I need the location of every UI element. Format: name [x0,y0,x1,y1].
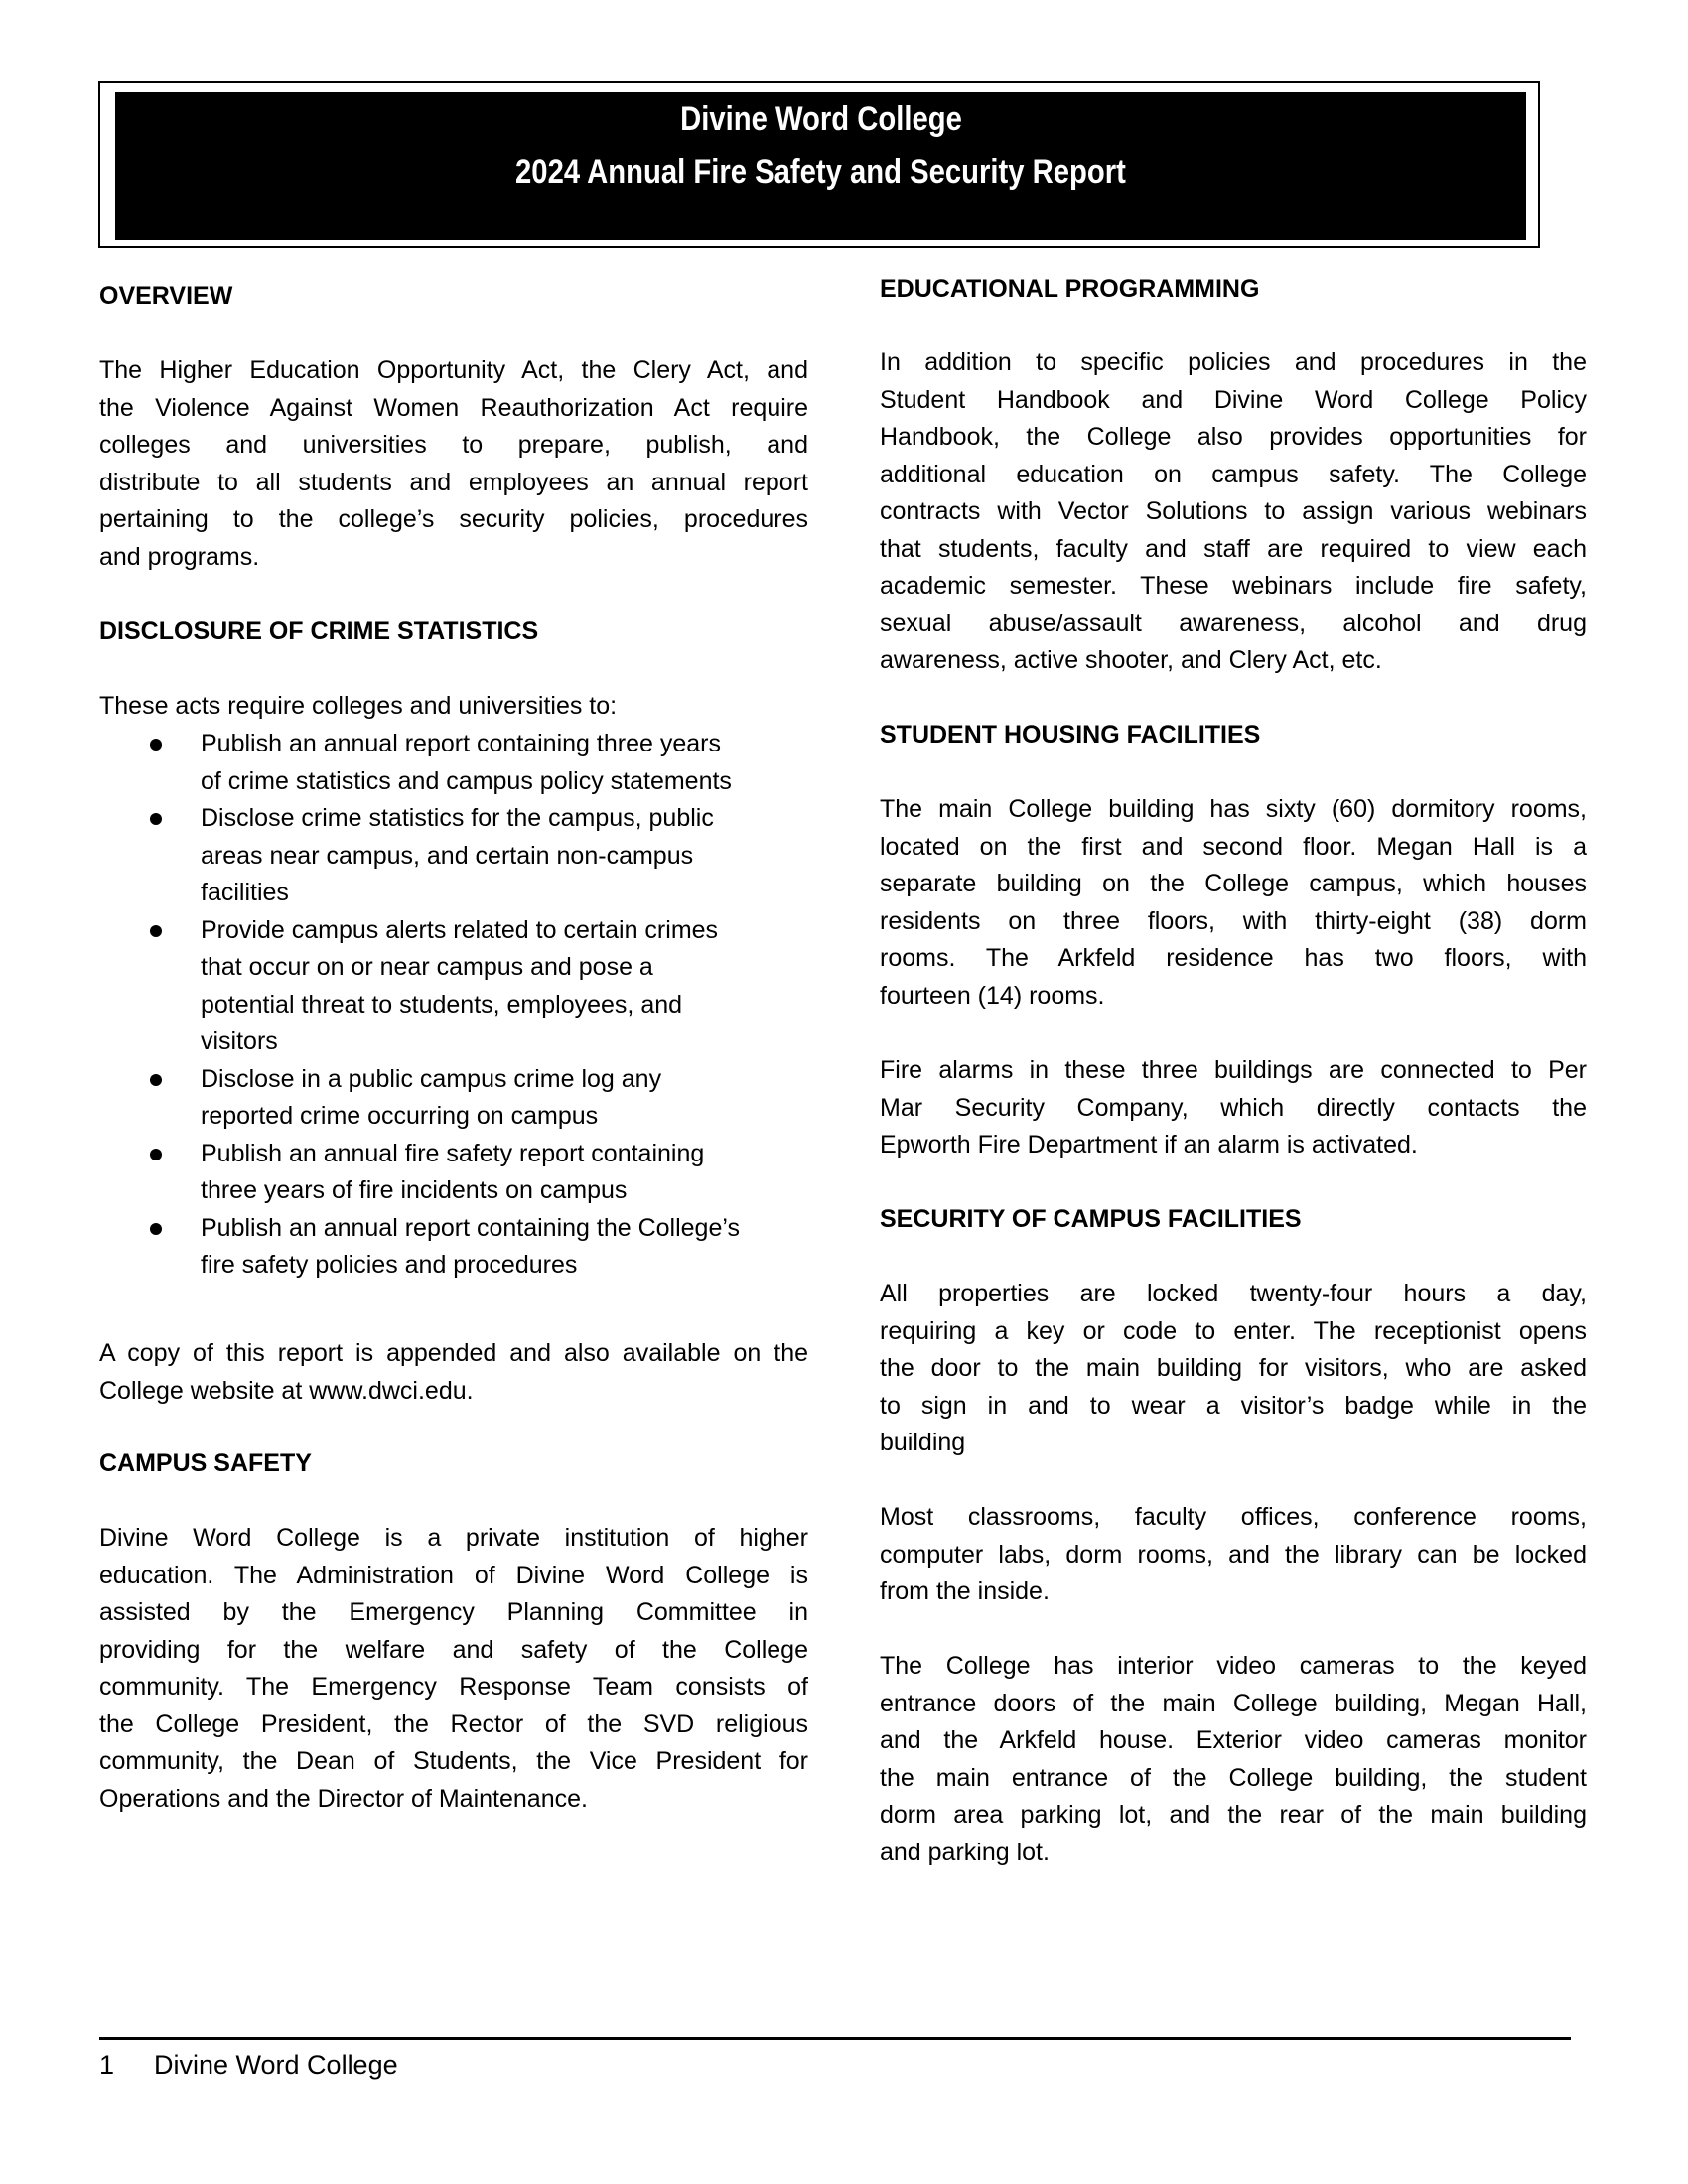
bullet-icon [150,1149,162,1160]
bullet-item-line: fire safety policies and procedures [201,1251,578,1279]
section-heading-overview: OVERVIEW [99,282,233,310]
fire-alarm-line: Epworth Fire Department if an alarm is activated. [880,1131,1418,1159]
section-heading-housing: STUDENT HOUSING FACILITIES [880,721,1261,749]
bullet-item-line: Disclose in a public campus crime log any [201,1064,662,1093]
bullet-icon [150,739,162,751]
housing-line: separate building on the College campus, which houses [880,870,1587,897]
overview-paragraph-line: colleges and universities to prepare, publish, and [99,431,808,459]
security-line: building [880,1429,966,1456]
security-line: the door to the main building for visitors, who are asked [880,1354,1587,1382]
document-subtitle: 2024 Annual Fire Safety and Security Report [515,153,1126,191]
footer-college-name: Divine Word College [154,2050,398,2080]
campus-safety-line: Divine Word College is a private institution of higher [99,1524,808,1552]
campus-safety-line: Operations and the Director of Maintenance. [99,1784,588,1813]
locks-line: Most classrooms, faculty offices, conference rooms, [880,1503,1587,1531]
section-heading-campus-safety: CAMPUS SAFETY [99,1449,312,1477]
fire-alarm-line: Mar Security Company, which directly contacts the [880,1093,1587,1122]
report-copy-line: College website at www.dwci.edu. [99,1376,474,1405]
educational-line: Student Handbook and Divine Word College Policy [880,385,1587,414]
bullet-item-line: Disclose crime statistics for the campus, public [201,804,714,832]
bullet-item-line: Publish an annual fire safety report containing [201,1139,705,1167]
bullet-item-line: of crime statistics and campus policy statements [201,766,732,795]
overview-paragraph-line: distribute to all students and employees an annual report [99,468,808,496]
document-title: Divine Word College [679,100,962,138]
footer-rule [99,2037,1571,2040]
bullet-icon [150,925,162,937]
bullet-icon [150,813,162,825]
housing-line: The main College building has sixty (60) dormitory rooms, [880,795,1587,823]
section-heading-educational: EDUCATIONAL PROGRAMMING [880,275,1260,303]
housing-line: fourteen (14) rooms. [880,981,1105,1010]
locks-line: computer labs, dorm rooms, and the library can be locked [880,1540,1587,1569]
camera-line: The College has interior video cameras to the keyed [880,1652,1587,1680]
section-heading-disclosure: DISCLOSURE OF CRIME STATISTICS [99,617,539,645]
educational-line: In addition to specific policies and procedures in the [880,348,1587,376]
campus-safety-line: providing for the welfare and safety of the College [99,1635,808,1664]
overview-paragraph-line: and programs. [99,542,260,571]
disclosure-intro: These acts require colleges and universities to: [99,692,618,720]
camera-line: and the Arkfeld house. Exterior video cameras monitor [880,1726,1587,1754]
overview-paragraph-line: The Higher Education Opportunity Act, the Clery Act, and [99,356,808,384]
housing-line: residents on three floors, with thirty-eight (38) dorm [880,906,1587,935]
campus-safety-line: community, the Dean of Students, the Vice President for [99,1747,808,1775]
campus-safety-line: education. The Administration of Divine Word College is [99,1561,808,1589]
housing-line: located on the first and second floor. Megan Hall is a [880,832,1587,861]
section-heading-security: SECURITY OF CAMPUS FACILITIES [880,1205,1302,1233]
camera-line: and parking lot. [880,1838,1050,1866]
educational-line: sexual abuse/assault awareness, alcohol and drug [880,609,1587,637]
camera-line: dorm area parking lot, and the rear of the main building [880,1801,1587,1829]
overview-paragraph-line: pertaining to the college’s security policies, procedures [99,505,808,533]
educational-line: awareness, active shooter, and Clery Act, etc. [880,646,1382,674]
campus-safety-line: the College President, the Rector of the SVD religious [99,1709,808,1738]
campus-safety-line: community. The Emergency Response Team consists of [99,1673,808,1701]
bullet-item-line: Publish an annual report containing three years [201,730,721,757]
bullet-item-line: facilities [201,879,289,906]
page-number: 1 [99,2050,115,2080]
bullet-item-line: areas near campus, and certain non-campus [201,841,694,870]
camera-line: entrance doors of the main College building, Megan Hall, [880,1689,1587,1717]
locks-line: from the inside. [880,1577,1050,1605]
campus-safety-line: assisted by the Emergency Planning Committee in [99,1598,808,1626]
bullet-icon [150,1223,162,1235]
bullet-item-line: visitors [201,1027,278,1055]
housing-line: rooms. The Arkfeld residence has two floors, with [880,944,1587,972]
educational-line: Handbook, the College also provides opportunities for [880,423,1587,451]
title-banner [115,92,1526,240]
fire-alarm-line: Fire alarms in these three buildings are connected to Per [880,1056,1587,1084]
bullet-item-line: that occur on or near campus and pose a [201,953,653,981]
bullet-item-line: potential threat to students, employees, and [201,990,683,1019]
camera-line: the main entrance of the College building, the student [880,1763,1587,1792]
educational-line: that students, faculty and staff are required to view each [880,534,1587,563]
overview-paragraph-line: the Violence Against Women Reauthorization Act require [99,393,808,422]
educational-line: contracts with Vector Solutions to assign various webinars [880,497,1587,525]
bullet-item-line: three years of fire incidents on campus [201,1176,628,1204]
security-line: All properties are locked twenty-four hours a day, [880,1280,1587,1307]
bullet-item-line: Publish an annual report containing the College’s [201,1213,740,1242]
bullet-icon [150,1074,162,1086]
educational-line: academic semester. These webinars include fire safety, [880,572,1587,600]
bullet-item-line: Provide campus alerts related to certain crimes [201,915,719,944]
security-line: to sign in and to wear a visitor’s badge while in the [880,1391,1587,1420]
security-line: requiring a key or code to enter. The receptionist opens [880,1316,1587,1345]
bullet-item-line: reported crime occurring on campus [201,1102,599,1130]
report-copy-line: A copy of this report is appended and also available on the [99,1339,808,1367]
educational-line: additional education on campus safety. The College [880,460,1587,488]
